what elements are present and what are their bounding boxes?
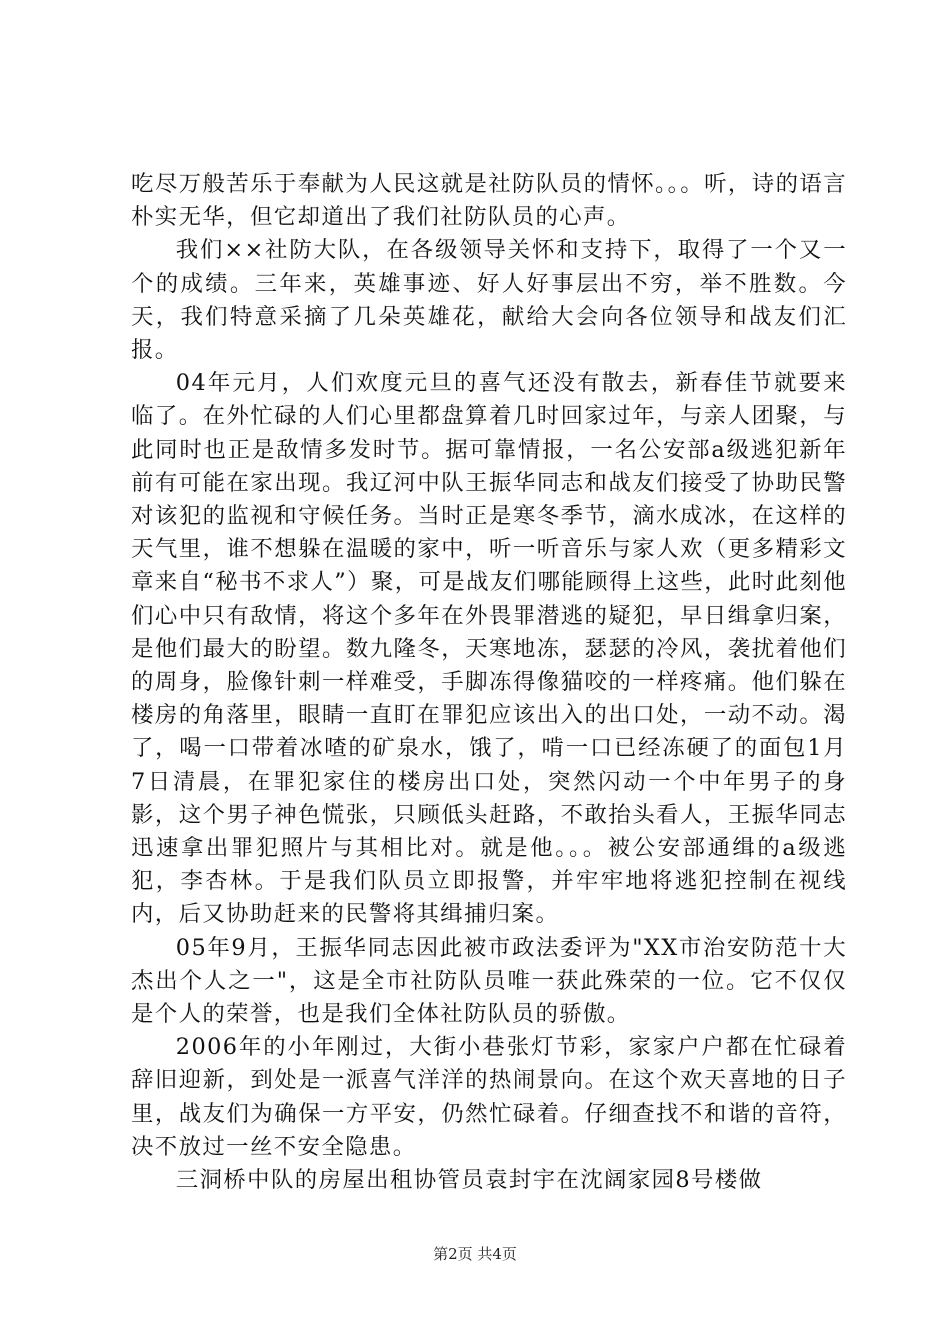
paragraph-2006-story: 2006年的小年刚过，大街小巷张灯节彩，家家户户都在忙碌着辞旧迎新，到处是一派喜气洋洋的热闹景向。在这个欢天喜地的日子里，战友们为确保一方平安，仍然忙碌着。仔细查找不和谐的音符，决不放过一丝不安全隐患。 (131, 1034, 847, 1160)
paragraph-2005-honor: 05年9月，王振华同志因此被市政法委评为"XX市治安防范十大杰出个人之一"，这是全市社防队员唯一获此殊荣的一位。它不仅仅是个人的荣誉，也是我们全体社防队员的骄傲。 (131, 934, 847, 1028)
paragraph-sandongqiao: 三洞桥中队的房屋出租协管员袁封宇在沈阔家园8号楼做 (175, 1167, 763, 1194)
paragraph-2004-story: 04年元月，人们欢度元旦的喜气还没有散去，新春佳节就要来临了。在外忙碌的人们心里都盘算着几时回家过年，与亲人团聚，与此同时也正是敌情多发时节。据可靠情报，一名公安部a级逃犯新年前有可能在家出现。我辽河中队王振华同志和战友们接受了协助民警对该犯的监视和守候任务。当时正是寒冬季节，滴水成冰，在这样的天气里，谁不想躲在温暖的家中，听一听音乐与家人欢（更多精彩文章来自“秘书不求人”）聚，可是战友们哪能顾得上这些，此时此刻他们心中只有敌情，将这个多年在外畏罪潜逃的疑犯，早日缉拿归案，是他们最大的盼望。数九隆冬，天寒地冻，瑟瑟的冷风，袭扰着他们的周身，脸像针刺一样难受，手脚冻得像猫咬的一样疼痛。他们躲在楼房的角落里，眼睛一直盯在罪犯应该出入的出口处，一动不动。渴了，喝一口带着冰喳的矿泉水，饿了，啃一口已经冻硬了的面包1月7日清晨，在罪犯家住的楼房出口处，突然闪动一个中年男子的身影，这个男子神色慌张，只顾低头赶路，不敢抬头看人，王振华同志迅速拿出罪犯照片与其相比对。就是他。。。被公安部通缉的a级逃犯，李杏林。于是我们队员立即报警，并牢牢地将逃犯控制在视线内，后又协助赶来的民警将其缉捕归案。 (131, 370, 847, 928)
paragraph-continuation: 吃尽万般苦乐于奉献为人民这就是社防队员的情怀。。。听，诗的语言朴实无华，但它却道出了我们社防队员的心声。 (131, 171, 847, 231)
page-number-footer: 第2页 共4页 (433, 1245, 517, 1263)
paragraph-unit-achievements: 我们××社防大队，在各级领导关怀和支持下，取得了一个又一个的成绩。三年来，英雄事迹、好人好事层出不穷，举不胜数。今天，我们特意采摘了几朵英雄花，献给大会向各位领导和战友们汇报。 (131, 237, 847, 364)
document-body (131, 168, 847, 1197)
